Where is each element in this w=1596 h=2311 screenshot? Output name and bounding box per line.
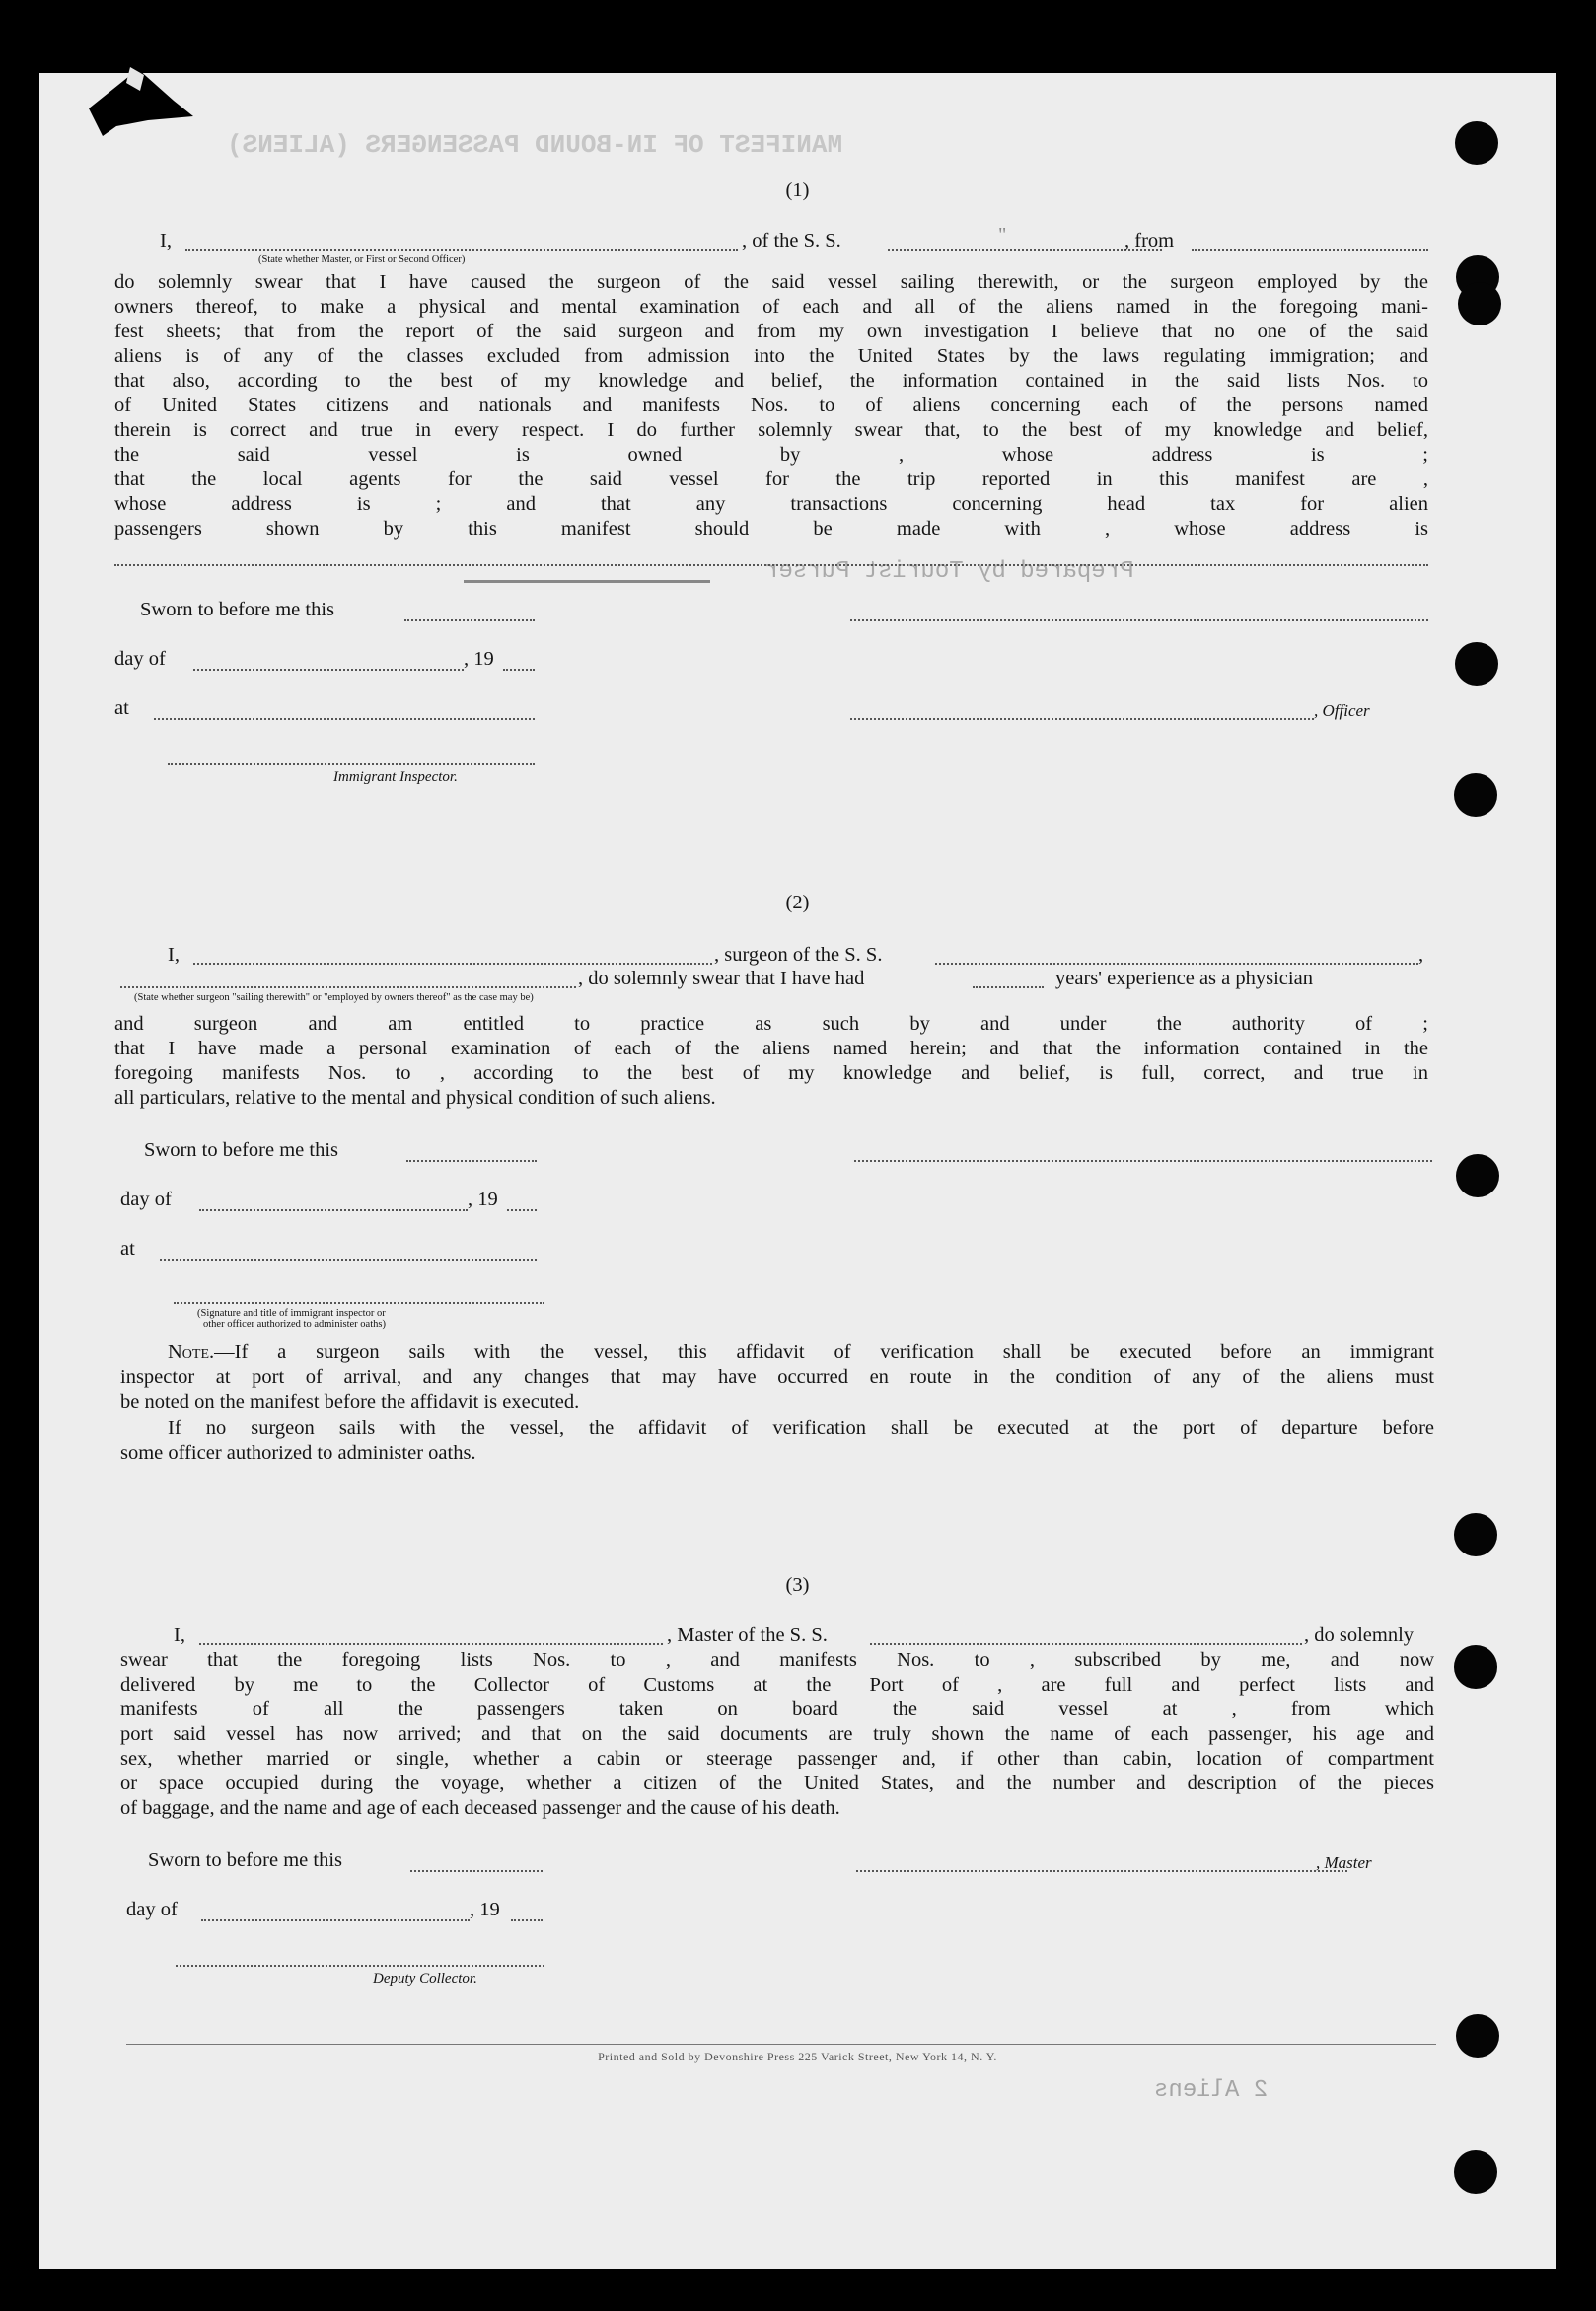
s2-body-2: that I have made a personal examination of each of the aliens named herein; and that the information contained in the <box>114 1038 1428 1059</box>
punch-hole <box>1455 642 1498 686</box>
s3-body-5: sex, whether married or single, whether a cabin or steerage passenger and, if other than cabin, location of compartment <box>120 1748 1434 1769</box>
s2-sig-note-2: other officer authorized to administer oaths) <box>203 1319 386 1330</box>
s2-signature-line <box>174 1302 544 1304</box>
s2-note2-line-2: some officer authorized to administer oaths. <box>120 1442 476 1464</box>
s2-note-line-2: inspector at port of arrival, and any changes that may have occurred en route in the condition of any of the aliens must <box>120 1366 1434 1388</box>
s1-sworn: Sworn to before me this <box>140 599 334 620</box>
s1-dayof: day of <box>114 648 166 670</box>
s2-at: at <box>120 1238 135 1260</box>
s1-body-6: of United States citizens and nationals and manifests Nos. to of aliens concerning each of the persons named <box>114 395 1428 416</box>
s1-from: , from <box>1124 230 1175 252</box>
s3-master-of-ss: , Master of the S. S. <box>667 1625 828 1646</box>
s2-note-line-1 <box>168 1340 1434 1365</box>
section-3-number: (3) <box>785 1574 810 1596</box>
s3-body-2: delivered by me to the Collector of Customs at the Port of , are full and perfect lists and <box>120 1674 1434 1696</box>
s1-body-2: owners thereof, to make a physical and mental examination of each and all of the aliens named in the foregoing mani- <box>114 296 1428 318</box>
s1-vessel-field <box>888 249 1162 251</box>
s2-name-field <box>193 963 712 965</box>
s2-at-field <box>160 1259 537 1261</box>
torn-corner <box>0 0 217 138</box>
s3-master-sig-field <box>856 1870 1347 1872</box>
s2-swear: , do solemnly swear that I have had <box>578 968 865 989</box>
punch-hole <box>1454 1513 1497 1556</box>
footer-rule <box>126 2044 1436 2045</box>
s3-body-3: manifests of all the passengers taken on board the said vessel at , from which <box>120 1698 1434 1720</box>
s3-collector-field <box>176 1965 544 1967</box>
s2-note-text-1: —If a surgeon sails with the vessel, this affidavit of verification shall be executed before an immigrant <box>214 1341 1434 1363</box>
s2-dayof-field <box>199 1209 468 1211</box>
s2-signature-field <box>854 1160 1432 1162</box>
s1-from-field <box>1192 249 1428 251</box>
document-page <box>39 73 1556 2269</box>
s3-dayof: day of <box>126 1899 178 1920</box>
s1-nineteen: , 19 <box>464 648 494 670</box>
punch-hole <box>1456 1154 1499 1197</box>
s2-years-field <box>973 986 1044 988</box>
punch-hole <box>1458 282 1501 325</box>
s1-of-ss: , of the S. S. <box>742 230 841 252</box>
s2-note2-line-1: If no surgeon sails with the vessel, the affidavit of verification shall be executed at the port of departure before <box>168 1417 1434 1439</box>
s1-body-8: the said vessel is owned by , whose address is ; <box>114 444 1428 466</box>
s1-i: I, <box>160 230 172 252</box>
s1-body-9: that the local agents for the said vessel for the trip reported in this manifest are , <box>114 469 1428 490</box>
s1-body-4: aliens is of any of the classes excluded from admission into the United States by the laws regulating immigration; and <box>114 345 1428 367</box>
s3-sworn: Sworn to before me this <box>148 1849 342 1871</box>
s3-master: , Master <box>1316 1853 1372 1872</box>
s3-nineteen: , 19 <box>470 1899 500 1920</box>
punch-hole <box>1454 773 1497 817</box>
s2-surgeon: , surgeon of the S. S. <box>714 944 883 966</box>
punch-hole <box>1454 2150 1497 2194</box>
section-2-number: (2) <box>785 892 810 913</box>
s2-status-field <box>120 986 576 988</box>
s1-officer: , Officer <box>1314 701 1370 720</box>
s3-solemnly: , do solemnly <box>1304 1625 1415 1646</box>
s2-body-4: all particulars, relative to the mental and physical condition of such aliens. <box>114 1087 716 1109</box>
s1-body-3: fest sheets; that from the report of the said surgeon and from my own investigation I believe that no one of the said <box>114 321 1428 342</box>
s2-note-line-3: be noted on the manifest before the affidavit is executed. <box>120 1391 580 1412</box>
s2-sworn: Sworn to before me this <box>144 1139 338 1161</box>
bleed-through-aliens: 2 Aliens <box>1154 2077 1269 2104</box>
s2-comma: , <box>1418 944 1424 966</box>
s2-note-label: Note. <box>168 1341 215 1363</box>
s2-sworn-field <box>406 1160 537 1162</box>
s3-year-field <box>511 1919 543 1921</box>
s1-body-10: whose address is ; and that any transactions concerning head tax for alien <box>114 493 1428 515</box>
s1-inspector-field <box>168 763 535 765</box>
s2-year-field <box>507 1209 537 1211</box>
s2-body-3: foregoing manifests Nos. to , according to the best of my knowledge and belief, is full, correct, and true in <box>114 1062 1428 1084</box>
s2-note-surgeon: (State whether surgeon "sailing therewith" or "employed by owners thereof" as the case may be) <box>134 992 534 1003</box>
s3-body-6: or space occupied during the voyage, whether a citizen of the United States, and the number and description of the pieces <box>120 1772 1434 1794</box>
section-1-number: (1) <box>785 180 810 201</box>
s3-body-4: port said vessel has now arrived; and that on the said documents are truly shown the name of each passenger, his age and <box>120 1723 1434 1745</box>
s2-vessel-field <box>935 963 1418 965</box>
s3-name-field <box>199 1643 663 1645</box>
s2-i: I, <box>168 944 180 966</box>
s1-body-1: do solemnly swear that I have caused the surgeon of the said vessel sailing therewith, or the surgeon employed by the <box>114 271 1428 293</box>
s1-sworn-field <box>404 619 535 621</box>
s1-at: at <box>114 697 129 719</box>
s3-i: I, <box>174 1625 185 1646</box>
s1-dayof-field <box>193 669 464 671</box>
s1-inspector: Immigrant Inspector. <box>333 769 458 785</box>
s1-quote: " <box>998 224 1007 246</box>
punch-hole <box>1454 1645 1497 1689</box>
s3-vessel-field <box>870 1643 1302 1645</box>
s2-sig-note-1: (Signature and title of immigrant inspector or <box>197 1308 386 1319</box>
bleed-through-rule <box>464 580 710 583</box>
s2-years: years' experience as a physician <box>1055 968 1313 989</box>
s2-nineteen: , 19 <box>468 1189 498 1210</box>
s2-body-1: and surgeon and am entitled to practice as such by and under the authority of ; <box>114 1013 1428 1035</box>
punch-hole <box>1455 121 1498 165</box>
s1-body-7: therein is correct and true in every respect. I do further solemnly swear that, to the best of my knowledge and belief, <box>114 419 1428 441</box>
s3-dayof-field <box>201 1919 470 1921</box>
bleed-through-title: MANIFEST OF IN-BOUND PASSENGERS (ALIENS) <box>227 130 843 160</box>
punch-hole <box>1456 2014 1499 2058</box>
s1-officer-sig-field <box>850 718 1314 720</box>
s1-officer-field <box>185 249 738 251</box>
s1-year-field <box>503 669 535 671</box>
s1-note-master: (State whether Master, or First or Second Officer) <box>258 254 466 265</box>
bleed-through-prepared: Prepared by Tourist Purser <box>764 558 1134 585</box>
s1-address-field <box>114 564 1428 566</box>
s3-collector: Deputy Collector. <box>373 1971 477 1986</box>
s1-signature-field <box>850 619 1428 621</box>
s3-sworn-field <box>410 1870 543 1872</box>
s1-at-field <box>154 718 535 720</box>
s3-body-1: swear that the foregoing lists Nos. to , and manifests Nos. to , subscribed by me, and now <box>120 1649 1434 1671</box>
s2-dayof: day of <box>120 1189 172 1210</box>
s1-body-11: passengers shown by this manifest should be made with , whose address is <box>114 518 1428 540</box>
s1-body-5: that also, according to the best of my knowledge and belief, the information contained in the said lists Nos. to <box>114 370 1428 392</box>
printer-imprint: Printed and Sold by Devonshire Press 225 Varick Street, New York 14, N. Y. <box>598 2050 997 2063</box>
s3-body-7: of baggage, and the name and age of each deceased passenger and the cause of his death. <box>120 1797 840 1819</box>
